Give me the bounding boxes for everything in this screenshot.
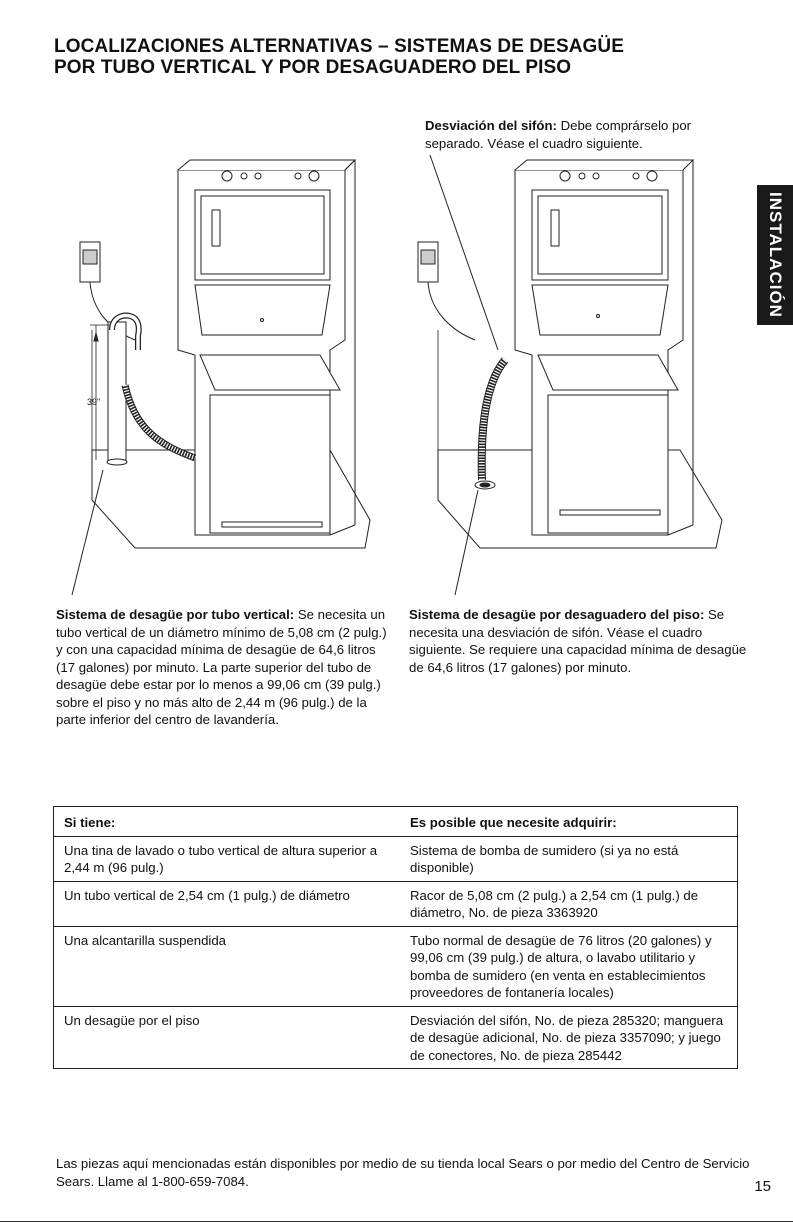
- cell-need: Sistema de bomba de sumidero (si ya no está disponible): [400, 836, 738, 881]
- bottom-rule: [0, 1221, 793, 1222]
- standpipe-caption-text: Se necesita un tubo vertical de un diámetro mínimo de 5,08 cm (2 pulg.) y con una capacidad mínima de desagüe de 64,6 litros (17 galones) por minuto. La parte superior del tubo de desagüe debe estar por lo menos a 99,06 cm (39 pulg.) sobre el piso y no más alto de 2,44 m (96 pulg.) de la parte inferior del centro de lavandería.: [56, 607, 387, 727]
- header-have: Si tiene:: [54, 807, 401, 837]
- side-tab-label: INSTALACIÓN: [766, 192, 785, 318]
- page-number: 15: [754, 1178, 771, 1195]
- floor-drain-caption-text: Se necesita una desviación de sifón. Véase el cuadro siguiente. Se requiere una capacidad mínima de desagüe de 64,6 litros (17 galones) por minuto.: [409, 607, 747, 675]
- parts-footnote: Las piezas aquí mencionadas están disponibles por medio de su tienda local Sears o por medio del Centro de Servicio Sears. Llame al 1-800-659-7084.: [56, 1156, 750, 1189]
- header-need: Es posible que necesite adquirir:: [400, 807, 738, 837]
- table-row: [54, 881, 738, 926]
- cell-need: Desviación del sifón, No. de pieza 285320; manguera de desagüe adicional, No. de pieza 3357090; y juego de conectores, No. de pieza 285442: [400, 1006, 738, 1069]
- floor-drain-figure: [418, 155, 722, 595]
- standpipe-caption: [56, 606, 396, 729]
- table-row: [54, 1006, 738, 1069]
- standpipe-figure: [72, 160, 370, 595]
- heading-line-2: POR TUBO VERTICAL Y POR DESAGUADERO DEL PISO: [54, 57, 572, 78]
- callout-label: Desviación del sifón:: [425, 118, 557, 133]
- heading-line-1: LOCALIZACIONES ALTERNATIVAS – SISTEMAS DE DESAGÜE: [54, 36, 625, 57]
- table-header-row: [54, 807, 738, 837]
- laundry-center-illustrations: [0, 0, 793, 600]
- cell-have: Una alcantarilla suspendida: [54, 926, 401, 1006]
- table-row: [54, 926, 738, 1006]
- table-row: [54, 836, 738, 881]
- cell-need: Racor de 5,08 cm (2 pulg.) a 2,54 cm (1 pulg.) de diámetro, No. de pieza 3363920: [400, 881, 738, 926]
- callout-text: Debe comprárselo por separado. Véase el cuadro siguiente.: [425, 118, 692, 151]
- floor-drain-caption: [409, 606, 749, 676]
- cell-have: Una tina de lavado o tubo vertical de altura superior a 2,44 m (96 pulg.): [54, 836, 401, 881]
- standpipe-caption-label: Sistema de desagüe por tubo vertical:: [56, 607, 295, 622]
- parts-table: [53, 806, 738, 1069]
- cell-have: Un desagüe por el piso: [54, 1006, 401, 1069]
- cell-have: Un tubo vertical de 2,54 cm (1 pulg.) de diámetro: [54, 881, 401, 926]
- cell-need: Tubo normal de desagüe de 76 litros (20 galones) y 99,06 cm (39 pulg.) de altura, o lavabo utilitario y bomba de sumidero (en venta en establecimientos proveedores de fontanería locales): [400, 926, 738, 1006]
- height-label: 39": [87, 397, 101, 407]
- floor-drain-caption-label: Sistema de desagüe por desaguadero del piso:: [409, 607, 705, 622]
